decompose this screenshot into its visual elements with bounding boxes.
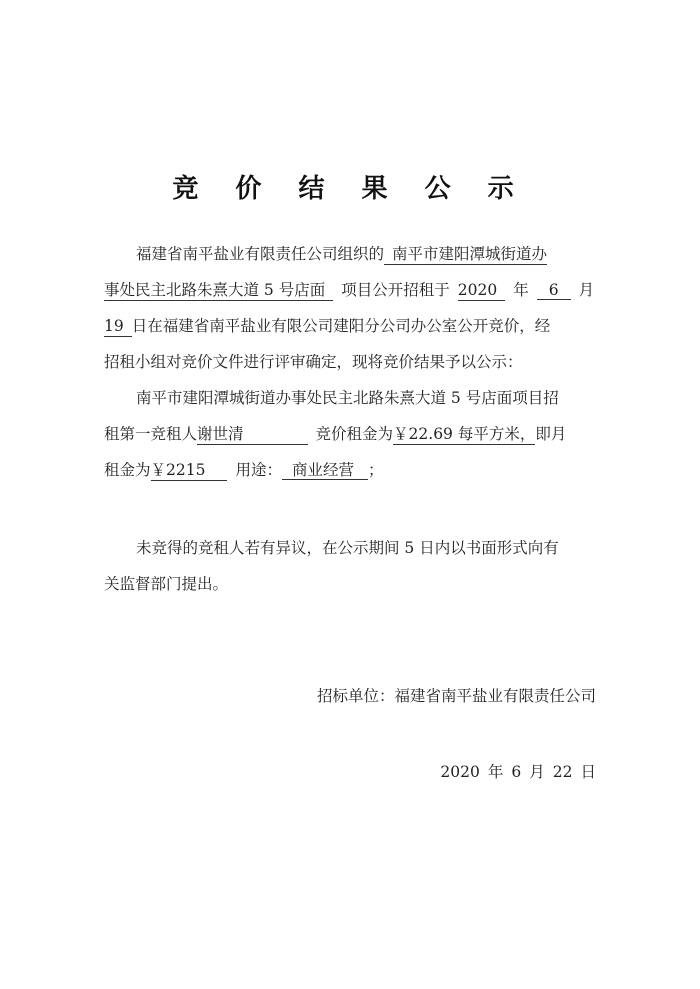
year-field: 2020	[458, 281, 505, 301]
monthly-rent-label: 租金为	[104, 461, 151, 479]
date-year: 2020	[440, 763, 480, 781]
signer-org: 福建省南平盐业有限责任公司	[394, 687, 596, 705]
bidding-text: 日在福建省南平盐业有限公司建阳分公司办公室公开竞价，经	[131, 317, 551, 335]
paragraph-line	[104, 530, 597, 566]
date-month-unit: 月	[529, 763, 545, 781]
month-field: 6	[537, 281, 571, 300]
year-unit: 年	[513, 281, 529, 299]
date-day-unit: 日	[580, 763, 596, 781]
usage-label: 用途：	[235, 461, 282, 479]
review-text: 招租小组对竞价文件进行评审确定，现将竞价结果予以公示：	[104, 353, 523, 371]
objection-paragraph	[104, 530, 597, 602]
date-year-unit: 年	[487, 763, 504, 781]
paragraph-line	[104, 236, 597, 272]
day-field: 19	[104, 317, 132, 337]
paragraph-line	[104, 380, 597, 416]
paragraph-line	[104, 344, 597, 380]
page-title: 竞 价 结 果 公 示	[172, 174, 528, 204]
project-name-text: 南平市建阳潭城街道办事处民主北路朱熹大道 5 号店面项目招	[136, 389, 559, 407]
location-field: 南平市建阳潭城街道办	[384, 245, 547, 265]
line-end-punct: ；	[368, 461, 384, 479]
paragraph-line	[104, 566, 597, 602]
signer-line	[317, 684, 596, 706]
bidder-name: 谢世清	[197, 425, 308, 445]
price-label: 竞价租金为	[315, 425, 394, 443]
unit-price-value: ￥22.69 每平方米，	[393, 425, 536, 443]
project-text: 项目公开招租于	[341, 281, 450, 299]
signer-label: 招标单位：	[316, 687, 395, 705]
result-paragraph	[104, 380, 597, 488]
paragraph-line	[104, 452, 597, 488]
announcement-paragraph	[104, 236, 597, 380]
announcement-date	[440, 760, 596, 782]
organizer-text: 福建省南平盐业有限责任公司组织的	[136, 245, 385, 263]
paragraph-line	[104, 416, 597, 452]
date-day: 22	[552, 763, 573, 781]
objection-text: 未竞得的竞租人若有异议，在公示期间 5 日内以书面形式向有	[136, 539, 559, 557]
monthly-label-start: 即月	[535, 425, 567, 443]
monthly-rent-value: ￥2215	[151, 461, 228, 481]
bidder-label: 租第一竞租人	[104, 425, 198, 443]
month-unit: 月	[578, 281, 595, 299]
paragraph-line	[104, 308, 597, 344]
date-month: 6	[511, 763, 522, 781]
objection-text-end: 关监督部门提出。	[104, 575, 229, 593]
usage-value: 商业经营	[282, 461, 368, 480]
paragraph-line	[104, 272, 597, 308]
location-field-continued: 事处民主北路朱熹大道 5 号店面	[104, 281, 333, 301]
